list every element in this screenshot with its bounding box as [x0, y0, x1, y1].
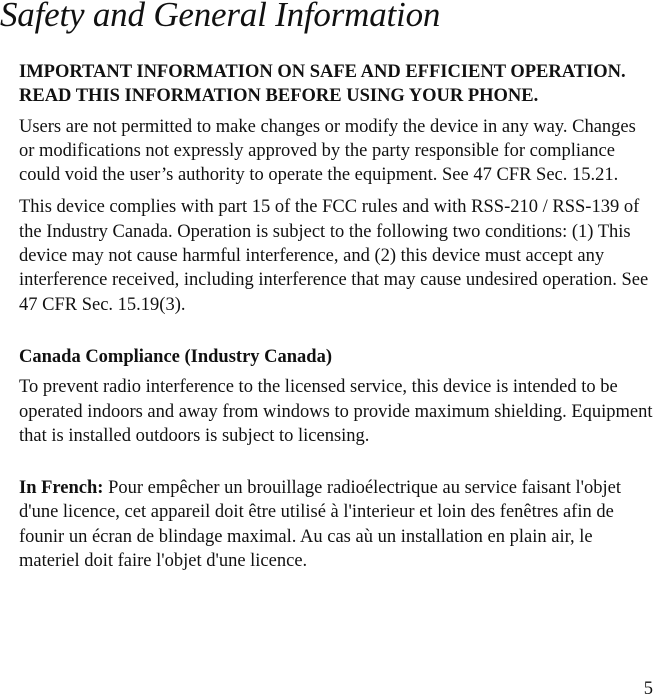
- important-notice: IMPORTANT INFORMATION ON SAFE AND EFFICIENT OPERATION. READ THIS INFORMATION BEFORE USING YOUR PHONE.: [19, 62, 626, 107]
- fcc-compliance-paragraph: This device complies with part 15 of the FCC rules and with RSS-210 / RSS-139 of the Industry Canada. Operation is subject to the following two conditions: (1) This device may not cause harmful interference, and (2) this device must accept any interference received, including interference that may cause undesired operation. See 47 CFR Sec. 15.19(3).: [19, 197, 649, 315]
- document-body: [19, 60, 655, 573]
- french-text: Pour empêcher un brouillage radioélectrique au service faisant l'objet d'une licence, cet appareil doit être utilisé à l'interieur et loin des fenêtres afin de founir un écran de blindage maximal. Au cas aù un installation en plain air, le materiel doit faire l'objet d'une licence.: [19, 478, 621, 572]
- modifications-paragraph: Users are not permitted to make changes or modify the device in any way. Changes or modifications not expressly approved by the party responsible for compliance could void the user’s authority to operate the equipment. See 47 CFR Sec. 15.21.: [19, 116, 636, 186]
- french-paragraph: [19, 476, 655, 573]
- page-title: Safety and General Information: [0, 0, 441, 34]
- page-number: 5: [643, 679, 653, 699]
- french-label: In French:: [19, 478, 104, 499]
- canada-compliance-heading: Canada Compliance (Industry Canada): [19, 346, 333, 367]
- canada-compliance-paragraph: To prevent radio interference to the licensed service, this device is intended to be operated indoors and away from windows to provide maximum shielding. Equipment that is installed outdoors is subject to licensing.: [19, 377, 653, 446]
